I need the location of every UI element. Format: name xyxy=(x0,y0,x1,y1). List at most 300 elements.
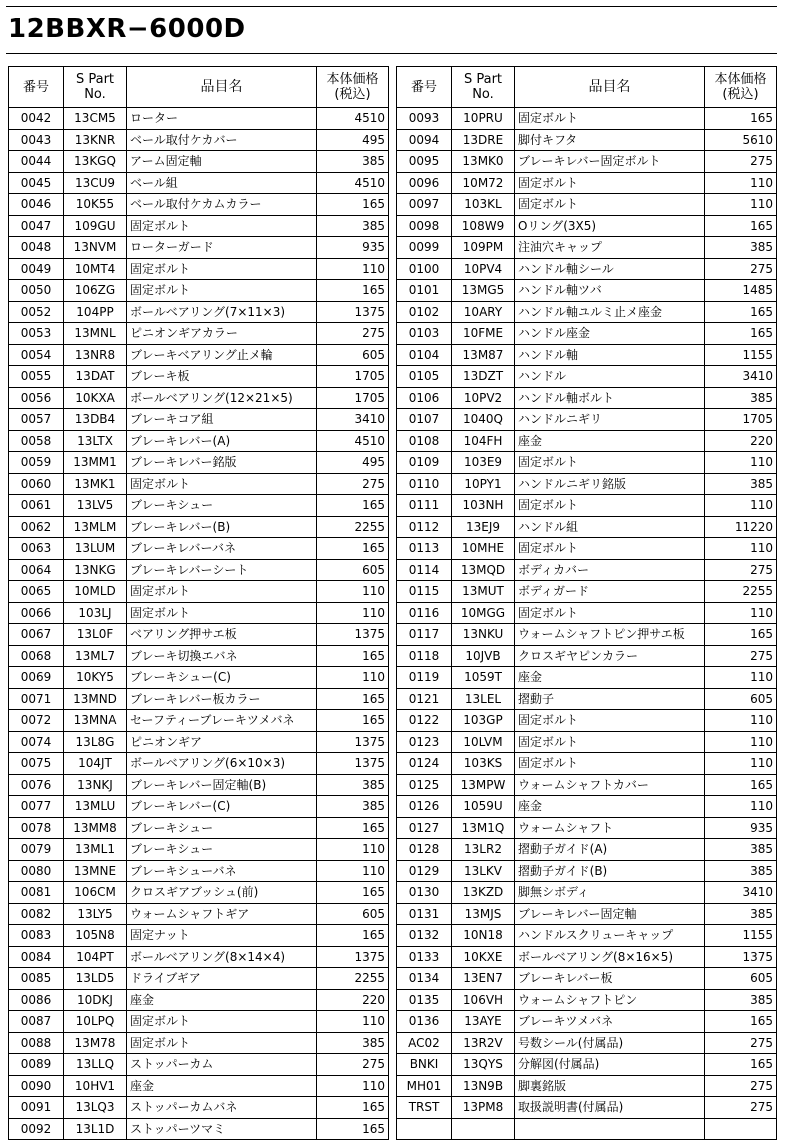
cell-part-no: 103KL xyxy=(452,194,515,216)
cell-item-name: 固定ボルト xyxy=(127,1011,317,1033)
table-row xyxy=(9,473,389,495)
cell-item-name: ブレーキシュー xyxy=(127,839,317,861)
cell-part-no: 10N18 xyxy=(452,925,515,947)
cell-part-no: 10PY1 xyxy=(452,473,515,495)
table-row xyxy=(9,645,389,667)
table-row xyxy=(9,774,389,796)
cell-price: 165 xyxy=(705,215,777,237)
cell-item-name: 注油穴キャップ xyxy=(515,237,705,259)
cell-item-name: ウォームシャフトギア xyxy=(127,903,317,925)
cell-part-no: 10MHE xyxy=(452,538,515,560)
cell-number: 0115 xyxy=(397,581,452,603)
cell-part-no: 103GP xyxy=(452,710,515,732)
cell-price: 3410 xyxy=(317,409,389,431)
cell-number: 0131 xyxy=(397,903,452,925)
cell-price: 275 xyxy=(705,559,777,581)
cell-price: 110 xyxy=(317,258,389,280)
cell-item-name: 座金 xyxy=(127,989,317,1011)
table-row xyxy=(9,731,389,753)
header-part-line1: S Part xyxy=(463,72,503,87)
cell-item-name: ピニオンギアカラー xyxy=(127,323,317,345)
cell-number: 0078 xyxy=(9,817,64,839)
cell-number: 0045 xyxy=(9,172,64,194)
header-number: 番号 xyxy=(397,67,452,108)
cell-part-no: 10MGG xyxy=(452,602,515,624)
cell-part-no: 13MLU xyxy=(64,796,127,818)
cell-item-name: ウォームシャフトカバー xyxy=(515,774,705,796)
cell-price: 1705 xyxy=(317,366,389,388)
cell-item-name: 分解図(付属品) xyxy=(515,1054,705,1076)
cell-item-name: 号数シール(付属品) xyxy=(515,1032,705,1054)
cell-item-name: ブレーキ切換エバネ xyxy=(127,645,317,667)
cell-item-name: 座金 xyxy=(515,667,705,689)
cell-part-no: 13LLQ xyxy=(64,1054,127,1076)
cell-part-no: 104FH xyxy=(452,430,515,452)
cell-part-no: 13M87 xyxy=(452,344,515,366)
cell-price: 165 xyxy=(317,495,389,517)
cell-number: 0125 xyxy=(397,774,452,796)
cell-item-name: ブレーキレバー銘版 xyxy=(127,452,317,474)
cell-item-name: ブレーキツメバネ xyxy=(515,1011,705,1033)
cell-price: 165 xyxy=(317,1097,389,1119)
cell-part-no: 13NKG xyxy=(64,559,127,581)
cell-item-name xyxy=(515,1118,705,1140)
cell-price: 165 xyxy=(317,882,389,904)
cell-part-no: 13NKU xyxy=(452,624,515,646)
cell-part-no: 13DAT xyxy=(64,366,127,388)
cell-number: 0112 xyxy=(397,516,452,538)
cell-number: 0100 xyxy=(397,258,452,280)
cell-number: 0114 xyxy=(397,559,452,581)
header-part-line1: S Part xyxy=(75,72,115,87)
cell-part-no: 106CM xyxy=(64,882,127,904)
cell-item-name: ベール組 xyxy=(127,172,317,194)
cell-item-name: 取扱説明書(付属品) xyxy=(515,1097,705,1119)
table-row xyxy=(397,215,777,237)
cell-item-name: ブレーキコア組 xyxy=(127,409,317,431)
cell-item-name: クロスギヤピンカラー xyxy=(515,645,705,667)
cell-item-name: ボディガード xyxy=(515,581,705,603)
cell-number: 0048 xyxy=(9,237,64,259)
header-part-line2: No. xyxy=(472,87,494,102)
cell-part-no: 10ARY xyxy=(452,301,515,323)
cell-item-name: ブレーキレバー固定ボルト xyxy=(515,151,705,173)
table-row xyxy=(9,1075,389,1097)
table-row xyxy=(397,710,777,732)
cell-number: 0089 xyxy=(9,1054,64,1076)
cell-item-name: ボールベアリング(7×11×3) xyxy=(127,301,317,323)
cell-item-name: ベール取付ケカムカラー xyxy=(127,194,317,216)
table-row xyxy=(397,129,777,151)
cell-number: 0135 xyxy=(397,989,452,1011)
cell-part-no: 13MNE xyxy=(64,860,127,882)
cell-item-name: ハンドル座金 xyxy=(515,323,705,345)
cell-price: 165 xyxy=(317,645,389,667)
cell-part-no: 1040Q xyxy=(452,409,515,431)
cell-number: 0105 xyxy=(397,366,452,388)
cell-number: 0059 xyxy=(9,452,64,474)
header-price-line2: (税込) xyxy=(334,87,371,102)
cell-part-no: 13CM5 xyxy=(64,108,127,130)
cell-item-name: ローターガード xyxy=(127,237,317,259)
cell-price: 165 xyxy=(705,1011,777,1033)
cell-part-no xyxy=(452,1118,515,1140)
cell-part-no: 13DRE xyxy=(452,129,515,151)
cell-price: 165 xyxy=(317,1118,389,1140)
table-row xyxy=(397,667,777,689)
page-title: 12BBXR−6000D xyxy=(8,14,246,44)
cell-part-no: 13MNL xyxy=(64,323,127,345)
cell-price: 1485 xyxy=(705,280,777,302)
cell-number: 0060 xyxy=(9,473,64,495)
cell-price xyxy=(705,1118,777,1140)
cell-part-no: 13LY5 xyxy=(64,903,127,925)
cell-number: 0099 xyxy=(397,237,452,259)
cell-price: 385 xyxy=(317,796,389,818)
cell-price: 2255 xyxy=(317,968,389,990)
cell-price: 275 xyxy=(705,645,777,667)
cell-number: 0058 xyxy=(9,430,64,452)
cell-number: 0044 xyxy=(9,151,64,173)
table-row xyxy=(397,409,777,431)
cell-item-name: ハンドルニギリ銘版 xyxy=(515,473,705,495)
cell-price: 605 xyxy=(317,559,389,581)
cell-part-no: 10FME xyxy=(452,323,515,345)
cell-item-name: ブレーキレバー(B) xyxy=(127,516,317,538)
cell-item-name: Oリング(3X5) xyxy=(515,215,705,237)
cell-number: 0094 xyxy=(397,129,452,151)
cell-price: 3410 xyxy=(705,882,777,904)
cell-price: 110 xyxy=(317,1075,389,1097)
cell-part-no: 13LV5 xyxy=(64,495,127,517)
cell-item-name: 摺動子 xyxy=(515,688,705,710)
cell-price: 385 xyxy=(705,839,777,861)
cell-part-no: 13LQ3 xyxy=(64,1097,127,1119)
cell-part-no: 10LPQ xyxy=(64,1011,127,1033)
cell-price: 275 xyxy=(705,151,777,173)
cell-part-no: 13MJS xyxy=(452,903,515,925)
cell-item-name: ハンドル軸ボルト xyxy=(515,387,705,409)
table-row xyxy=(9,559,389,581)
cell-item-name: ローター xyxy=(127,108,317,130)
table-row xyxy=(9,968,389,990)
cell-price: 165 xyxy=(705,301,777,323)
cell-part-no: 10HV1 xyxy=(64,1075,127,1097)
cell-part-no: 13CU9 xyxy=(64,172,127,194)
cell-item-name: 固定ボルト xyxy=(515,731,705,753)
cell-part-no: 10LVM xyxy=(452,731,515,753)
cell-item-name: ウォームシャフト xyxy=(515,817,705,839)
table-row xyxy=(9,108,389,130)
cell-number: 0111 xyxy=(397,495,452,517)
table-row xyxy=(9,430,389,452)
table-row xyxy=(9,280,389,302)
cell-price: 2255 xyxy=(705,581,777,603)
cell-number: 0068 xyxy=(9,645,64,667)
cell-number: 0050 xyxy=(9,280,64,302)
cell-part-no: 10KY5 xyxy=(64,667,127,689)
table-row xyxy=(397,903,777,925)
table-row xyxy=(9,1011,389,1033)
cell-part-no: 106ZG xyxy=(64,280,127,302)
table-row xyxy=(9,796,389,818)
cell-number: 0092 xyxy=(9,1118,64,1140)
table-row xyxy=(9,258,389,280)
header-price-line1: 本体価格 xyxy=(714,72,767,87)
cell-price: 495 xyxy=(317,129,389,151)
cell-number: TRST xyxy=(397,1097,452,1119)
table-row xyxy=(397,817,777,839)
cell-part-no: 10PV2 xyxy=(452,387,515,409)
table-row xyxy=(9,366,389,388)
cell-price: 385 xyxy=(317,1032,389,1054)
cell-item-name: ベアリング押サエ板 xyxy=(127,624,317,646)
cell-number: 0106 xyxy=(397,387,452,409)
cell-number: 0097 xyxy=(397,194,452,216)
header-part-no xyxy=(64,67,127,108)
cell-price: 385 xyxy=(705,989,777,1011)
cell-number: 0090 xyxy=(9,1075,64,1097)
table-row xyxy=(9,323,389,345)
table-row xyxy=(397,452,777,474)
cell-number: 0093 xyxy=(397,108,452,130)
cell-part-no: 13LD5 xyxy=(64,968,127,990)
cell-number: 0117 xyxy=(397,624,452,646)
cell-price: 935 xyxy=(705,817,777,839)
table-row xyxy=(397,151,777,173)
cell-part-no: 13NKJ xyxy=(64,774,127,796)
cell-number: 0104 xyxy=(397,344,452,366)
cell-number: 0071 xyxy=(9,688,64,710)
cell-number: 0134 xyxy=(397,968,452,990)
cell-price: 4510 xyxy=(317,108,389,130)
cell-item-name: 固定ボルト xyxy=(515,495,705,517)
cell-price: 110 xyxy=(317,667,389,689)
cell-price: 605 xyxy=(317,344,389,366)
table-row xyxy=(9,151,389,173)
cell-item-name: 固定ボルト xyxy=(127,581,317,603)
cell-price: 605 xyxy=(317,903,389,925)
cell-item-name: ハンドル軸シール xyxy=(515,258,705,280)
table-row xyxy=(397,860,777,882)
cell-item-name: 固定ボルト xyxy=(127,215,317,237)
cell-part-no: 13LKV xyxy=(452,860,515,882)
cell-price: 385 xyxy=(705,903,777,925)
cell-price: 1705 xyxy=(705,409,777,431)
cell-item-name: 脚無シボディ xyxy=(515,882,705,904)
table-row xyxy=(9,194,389,216)
table-row xyxy=(397,323,777,345)
table-row xyxy=(9,301,389,323)
cell-item-name: 固定ボルト xyxy=(127,258,317,280)
table-row xyxy=(397,344,777,366)
cell-number: 0130 xyxy=(397,882,452,904)
cell-item-name: ブレーキベアリング止メ輪 xyxy=(127,344,317,366)
cell-part-no: 106VH xyxy=(452,989,515,1011)
table-row xyxy=(9,989,389,1011)
cell-part-no: 13LTX xyxy=(64,430,127,452)
cell-part-no: 13N9B xyxy=(452,1075,515,1097)
cell-part-no: 10PRU xyxy=(452,108,515,130)
cell-price: 1375 xyxy=(317,753,389,775)
cell-part-no: 13KNR xyxy=(64,129,127,151)
table-row xyxy=(397,602,777,624)
cell-number: 0063 xyxy=(9,538,64,560)
cell-item-name: 固定ボルト xyxy=(515,753,705,775)
cell-part-no: 1059U xyxy=(452,796,515,818)
table-row xyxy=(9,1118,389,1140)
cell-number: 0136 xyxy=(397,1011,452,1033)
cell-price: 4510 xyxy=(317,430,389,452)
cell-item-name: 固定ボルト xyxy=(127,280,317,302)
cell-item-name: ウォームシャフトピン押サエ板 xyxy=(515,624,705,646)
cell-price: 165 xyxy=(317,280,389,302)
cell-number: 0057 xyxy=(9,409,64,431)
cell-price: 1375 xyxy=(317,624,389,646)
cell-part-no: 103NH xyxy=(452,495,515,517)
cell-price: 275 xyxy=(705,1097,777,1119)
cell-price: 110 xyxy=(705,667,777,689)
cell-number: 0109 xyxy=(397,452,452,474)
cell-part-no: 10K55 xyxy=(64,194,127,216)
table-row xyxy=(397,688,777,710)
cell-price: 165 xyxy=(317,538,389,560)
cell-price: 165 xyxy=(317,817,389,839)
cell-item-name: ブレーキレバー(C) xyxy=(127,796,317,818)
cell-part-no: 13MM8 xyxy=(64,817,127,839)
cell-price: 110 xyxy=(705,731,777,753)
cell-price: 385 xyxy=(705,860,777,882)
table-row xyxy=(397,1118,777,1140)
cell-number: 0085 xyxy=(9,968,64,990)
cell-price: 165 xyxy=(317,925,389,947)
cell-item-name: 固定ボルト xyxy=(515,194,705,216)
table-row xyxy=(397,1032,777,1054)
cell-item-name: 座金 xyxy=(515,796,705,818)
cell-part-no: 10DKJ xyxy=(64,989,127,1011)
cell-number: 0069 xyxy=(9,667,64,689)
cell-part-no: 13MK0 xyxy=(452,151,515,173)
cell-part-no: 13PM8 xyxy=(452,1097,515,1119)
cell-part-no: 10JVB xyxy=(452,645,515,667)
cell-item-name: ブレーキシュー xyxy=(127,495,317,517)
table-header-row xyxy=(397,67,777,108)
cell-price: 165 xyxy=(317,688,389,710)
cell-number: 0075 xyxy=(9,753,64,775)
table-row xyxy=(9,817,389,839)
cell-part-no: 109GU xyxy=(64,215,127,237)
cell-price: 165 xyxy=(705,1054,777,1076)
cell-number: 0108 xyxy=(397,430,452,452)
cell-number: 0103 xyxy=(397,323,452,345)
table-row xyxy=(9,624,389,646)
cell-number: BNKI xyxy=(397,1054,452,1076)
table-row xyxy=(397,645,777,667)
cell-price: 110 xyxy=(705,452,777,474)
cell-number: 0123 xyxy=(397,731,452,753)
cell-price: 110 xyxy=(705,602,777,624)
cell-part-no: 13ML7 xyxy=(64,645,127,667)
table-row xyxy=(9,753,389,775)
cell-item-name: ハンドル軸 xyxy=(515,344,705,366)
cell-number: 0066 xyxy=(9,602,64,624)
cell-part-no: 13NVM xyxy=(64,237,127,259)
cell-number: 0083 xyxy=(9,925,64,947)
cell-price: 1375 xyxy=(705,946,777,968)
cell-price: 110 xyxy=(705,172,777,194)
cell-price: 110 xyxy=(317,581,389,603)
cell-price: 275 xyxy=(705,1075,777,1097)
table-row xyxy=(9,946,389,968)
table-row xyxy=(9,903,389,925)
cell-price: 1705 xyxy=(317,387,389,409)
cell-item-name: ボールベアリング(8×14×4) xyxy=(127,946,317,968)
cell-price: 385 xyxy=(317,215,389,237)
cell-item-name: 摺動子ガイド(B) xyxy=(515,860,705,882)
table-row xyxy=(9,602,389,624)
cell-price: 385 xyxy=(705,237,777,259)
table-row xyxy=(9,387,389,409)
table-row xyxy=(397,839,777,861)
table-row xyxy=(9,237,389,259)
table-row xyxy=(397,1097,777,1119)
cell-number: 0101 xyxy=(397,280,452,302)
cell-part-no: 13L8G xyxy=(64,731,127,753)
cell-part-no: 13R2V xyxy=(452,1032,515,1054)
cell-item-name: セーフティーブレーキツメバネ xyxy=(127,710,317,732)
cell-item-name: ブレーキ板 xyxy=(127,366,317,388)
cell-number: 0065 xyxy=(9,581,64,603)
cell-price: 495 xyxy=(317,452,389,474)
cell-number: 0046 xyxy=(9,194,64,216)
cell-price: 275 xyxy=(317,473,389,495)
cell-item-name: ブレーキシュー(C) xyxy=(127,667,317,689)
cell-price: 220 xyxy=(705,430,777,452)
cell-part-no: 13M78 xyxy=(64,1032,127,1054)
table-header-row xyxy=(9,67,389,108)
header-price-line2: (税込) xyxy=(722,87,759,102)
table-row xyxy=(9,581,389,603)
cell-price: 935 xyxy=(317,237,389,259)
cell-item-name: ボールベアリング(12×21×5) xyxy=(127,387,317,409)
cell-part-no: 1059T xyxy=(452,667,515,689)
cell-number: 0118 xyxy=(397,645,452,667)
cell-price: 110 xyxy=(317,860,389,882)
table-row xyxy=(397,301,777,323)
table-row xyxy=(9,1054,389,1076)
cell-price: 165 xyxy=(705,323,777,345)
table-row xyxy=(9,882,389,904)
table-row xyxy=(397,1075,777,1097)
cell-number: 0133 xyxy=(397,946,452,968)
cell-number: 0082 xyxy=(9,903,64,925)
cell-part-no: 13M1Q xyxy=(452,817,515,839)
cell-number: 0098 xyxy=(397,215,452,237)
cell-price: 110 xyxy=(705,538,777,560)
table-row xyxy=(397,559,777,581)
header-price-line1: 本体価格 xyxy=(326,72,379,87)
cell-item-name: ハンドルスクリューキャップ xyxy=(515,925,705,947)
cell-part-no: 105N8 xyxy=(64,925,127,947)
cell-number: 0079 xyxy=(9,839,64,861)
cell-part-no: 109PM xyxy=(452,237,515,259)
cell-number: 0081 xyxy=(9,882,64,904)
cell-number: 0080 xyxy=(9,860,64,882)
cell-number: 0096 xyxy=(397,172,452,194)
cell-item-name: 固定ボルト xyxy=(515,710,705,732)
cell-number: 0077 xyxy=(9,796,64,818)
table-row xyxy=(9,1032,389,1054)
